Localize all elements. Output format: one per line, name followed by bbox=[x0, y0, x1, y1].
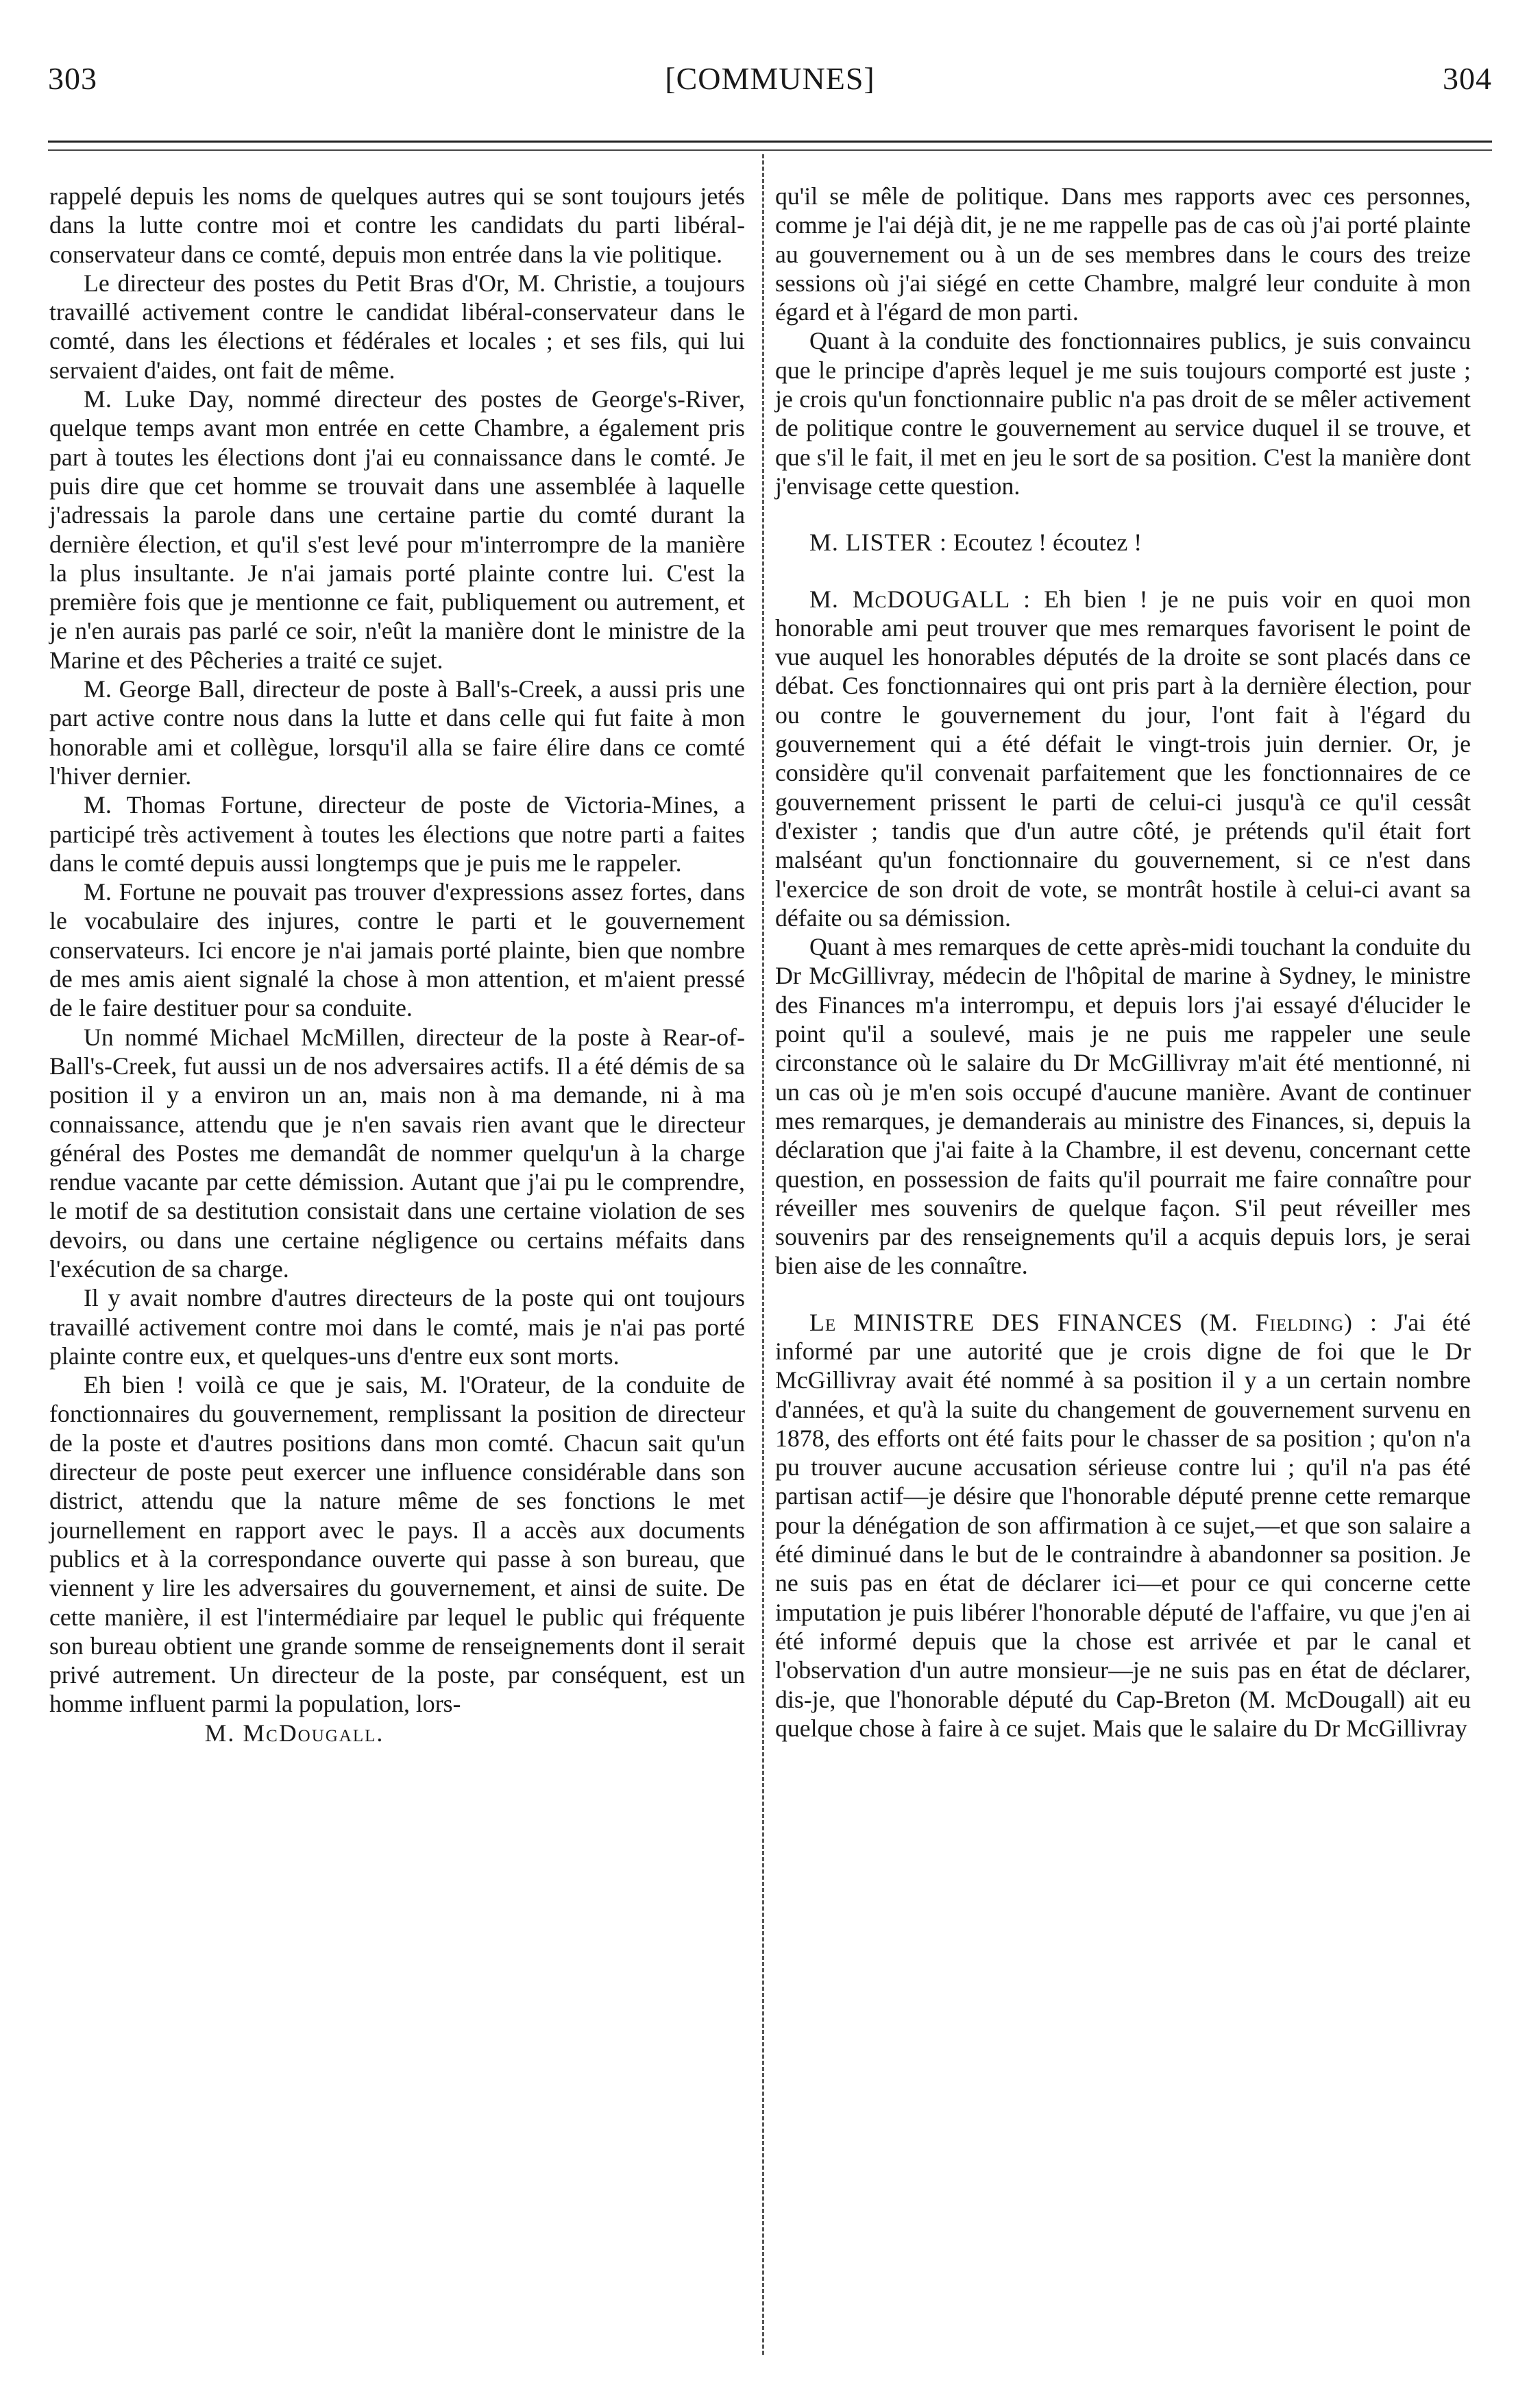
speech-text: J'ai été informé par une autorité que je crois digne de foi que le Dr McGillivray avait été nommé à sa position il y a un certain nombre d'années, et qu'à la suite du changement de gouvernement survenu en 1878, des efforts ont été faits pour le chasser de sa position ; qu'on n'a pu trouver aucune accusation sérieuse contre lui ; qu'il n'a pas été partisan actif—je désire que l'honorable député prenne cette remarque pour la dénégation de son affirmation à ce sujet,—et que son salaire a été diminué dans le but de le contraindre à abandonner sa position. Je ne suis pas en état de déclarer ici—et pour ce qui concerne cette imputation je puis libérer l'honorable député de l'affaire, vu que j'en ai été informé depuis que la chose est arrivée et par le canal et l'observation d'un autre monsieur—je ne suis pas en état de déclarer, dis-je, que l'honorable député du Cap-Breton (M. McDougall) ait eu quelque chose à faire à ce sujet. Mais que le salaire du Dr McGillivray bbox=[775, 1308, 1471, 1742]
header-rule bbox=[48, 141, 1492, 143]
paragraph: Le directeur des postes du Petit Bras d'Or, M. Christie, a toujours travaillé activement contre le candidat libéral-conservateur dans le comté, dans les élections et fédérales et locales ; et ses fils, qui lui servaient d'aides, ont fait de même. bbox=[49, 269, 745, 384]
page-number-left: 303 bbox=[48, 61, 97, 96]
speaker-name: Le MINISTRE DES FINANCES (M. Fielding) : bbox=[809, 1308, 1378, 1336]
speech-text: Eh bien ! je ne puis voir en quoi mon honorable ami peut trouver que mes remarques favorisent le point de vue auquel les honorables députés de la droite se sont placés dans ce débat. Ces fonctionnaires qui ont pris part à la dernière élection, pour ou contre le gouvernement du jour, l'ont fait à l'égard du gouvernement qui a été défait le vingt-trois juin dernier. Or, je considère qu'il convenait parfaitement que les fonctionnaires de ce gouvernement prissent le parti de celui-ci jusqu'à ce qu'il cessât d'exister ; tandis que d'un autre côté, je prétends qu'il était fort malséant qu'un fonctionnaire du gouvernement, si ce n'est dans l'exercice de son droit de vote, se montrât hostile à celui-ci avant sa défaite ou sa démission. bbox=[775, 585, 1471, 932]
page-header bbox=[48, 60, 1492, 108]
paragraph: Il y avait nombre d'autres directeurs de la poste qui ont toujours travaillé activement contre moi dans le comté, mais je n'ai pas porté plainte contre eux, et quelques-uns d'entre eux sont morts. bbox=[49, 1284, 745, 1370]
paragraph: Quant à mes remarques de cette après-midi touchant la conduite du Dr McGillivray, médecin de l'hôpital de marine à Sydney, le ministre des Finances m'a interrompu, et depuis lors j'ai essayé d'élucider le point qu'il a soulevé, mais je ne puis me rappeler une seule circonstance où le salaire du Dr McGillivray m'ait été mentionné, ni un cas où je m'en sois occupé d'aucune manière. Avant de continuer mes remarques, je demanderais au ministre des Finances, si, depuis la déclaration que j'ai faite à la Chambre, il est devenu, concernant cette question, en possession de faits qu'il pourrait me faire connaître pour réveiller mes souvenirs de quelque façon. S'il peut réveiller mes souvenirs par des renseignements qu'il a acquis depuis lors, je serai bien aise de les connaître. bbox=[775, 933, 1471, 1280]
paragraph: Eh bien ! voilà ce que je sais, M. l'Orateur, de la conduite de fonctionnaires du gouvernement, remplissant la position de directeur de la poste et d'autres positions dans mon comté. Chacun sait qu'un directeur de poste peut exercer une influence considérable dans son district, attendu que la nature même de ses fonctions le met journellement en rapport avec le pays. Il a accès aux documents publics et à la correspondance ouverte qui passe à son bureau, que viennent y lire les adversaires du gouvernement, et ainsi de suite. De cette manière, il est l'intermédiaire par lequel le public qui fréquente son bureau obtient une grande somme de renseignements dont il serait privé autrement. Un directeur de la poste, par conséquent, est un homme influent parmi la population, lors- bbox=[49, 1371, 745, 1718]
speaker-signature: M. McDougall. bbox=[204, 1719, 384, 1747]
page-number-right: 304 bbox=[1443, 61, 1492, 96]
paragraph: Un nommé Michael McMillen, directeur de la poste à Rear-of-Ball's-Creek, fut aussi un de nos adversaires actifs. Il a été démis de sa position il y a environ un an, mais non à ma demande, ni à ma connaissance, attendu que je n'en savais rien avant que le directeur général des Postes me demandât de nommer quelqu'un à la charge rendue vacante par cette démission. Autant que j'ai pu le comprendre, le motif de sa destitution consistait dans une certaine violation de ses devoirs, ou dans une certaine négligence ou certains méfaits dans l'exécution de sa charge. bbox=[49, 1023, 745, 1283]
paragraph: qu'il se mêle de politique. Dans mes rapports avec ces personnes, comme je l'ai déjà dit, je ne me rappelle pas de cas où j'ai porté plainte au gouvernement ou à un de ses membres dans le cours des treize sessions où j'ai siégé en cette Chambre, malgré leur conduite à mon égard et à l'égard de mon parti. bbox=[775, 182, 1471, 326]
paragraph: M. Luke Day, nommé directeur des postes de George's-River, quelque temps avant mon entrée en cette Chambre, a également pris part à toutes les élections dont j'ai eu connaissance dans le comté. Je puis dire que cet homme se trouvait dans une assemblée à laquelle j'adressais la parole dans une certaine partie du comté durant la dernière élection, et qu'il s'est levé pour m'interrompre de la manière la plus insultante. Je n'ai jamais porté plainte contre lui. C'est la première fois que je mentionne ce fait, publiquement ou autrement, et je n'en aurais pas parlé ce soir, n'eût la manière dont le ministre de la Marine et des Pêcheries a traité ce sujet. bbox=[49, 385, 745, 674]
paragraph: M. Fortune ne pouvait pas trouver d'expressions assez fortes, dans le vocabulaire des injures, contre le parti et le gouvernement conservateurs. Ici encore je n'ai jamais porté plainte, bien que nombre de mes amis aient signalé la chose à mon attention, et m'aient pressé de le faire destituer pour sa conduite. bbox=[49, 878, 745, 1022]
speech-lister bbox=[775, 528, 1471, 557]
speech-minister bbox=[775, 1308, 1471, 1743]
left-column bbox=[49, 182, 745, 1747]
speech-mcdougall bbox=[775, 585, 1471, 933]
speaker-name: M. LISTER : bbox=[809, 529, 947, 557]
column-divider bbox=[762, 154, 764, 2355]
speaker-name: M. McDOUGALL : bbox=[809, 585, 1031, 613]
running-title: [COMMUNES] bbox=[665, 61, 875, 96]
header-rule-thin bbox=[48, 149, 1492, 151]
paragraph: rappelé depuis les noms de quelques autres qui se sont toujours jetés dans la lutte contre moi et contre les candidats du parti libéral-conservateur dans ce comté, depuis mon entrée dans la vie politique. bbox=[49, 182, 745, 268]
paragraph: M. Thomas Fortune, directeur de poste de Victoria-Mines, a participé très activement à toutes les élections que notre parti a faites dans le comté depuis aussi longtemps que je puis me le rappeler. bbox=[49, 791, 745, 877]
paragraph: Quant à la conduite des fonctionnaires publics, je suis convaincu que le principe d'après lequel je me suis toujours comporté est juste ; je crois qu'un fonctionnaire public n'a pas droit de se mêler activement de politique contre le gouvernement au service duquel il se trouve, et que s'il le fait, il met en jeu le sort de sa position. C'est la manière dont j'envisage cette question. bbox=[775, 327, 1471, 500]
speech-text: Ecoutez ! écoutez ! bbox=[953, 529, 1142, 557]
paragraph: M. George Ball, directeur de poste à Ball's-Creek, a aussi pris une part active contre nous dans la lutte et dans celle qui fut faite à mon honorable ami et collègue, lorsqu'il alla se faire élire dans ce comté l'hiver dernier. bbox=[49, 675, 745, 790]
right-column bbox=[775, 182, 1471, 1743]
